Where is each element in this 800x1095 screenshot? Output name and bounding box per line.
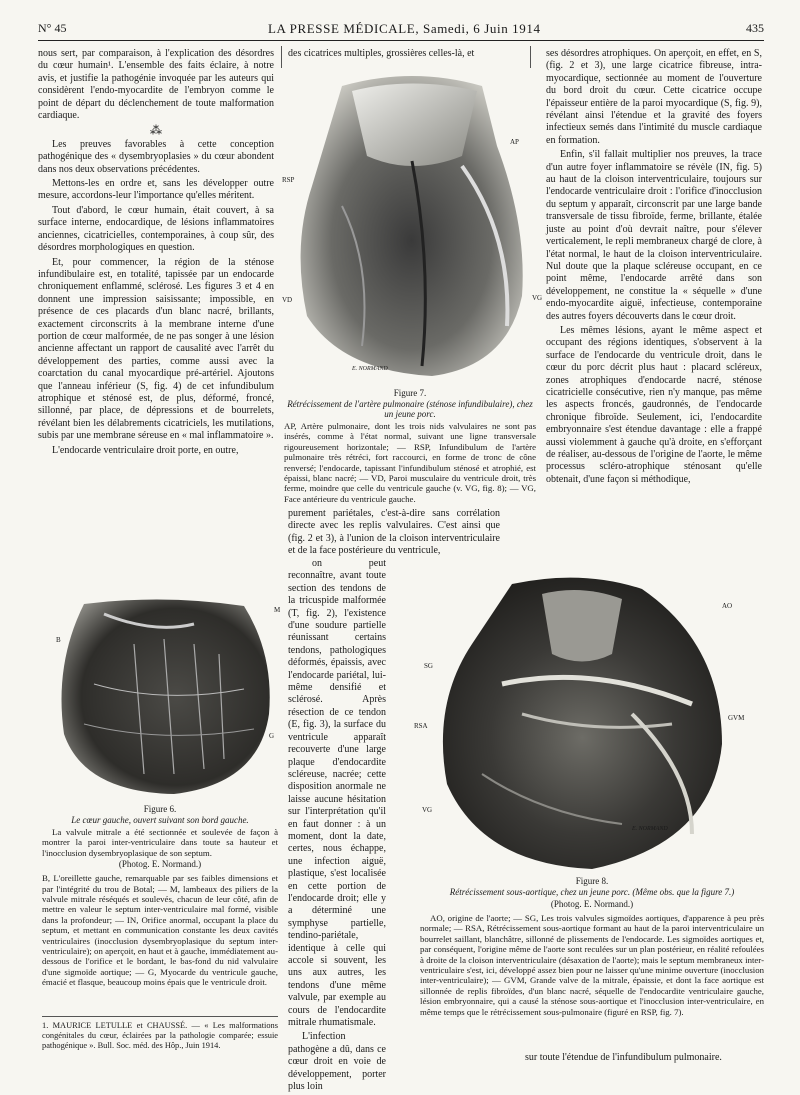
- header-rule: [38, 40, 764, 41]
- column-left: [38, 48, 274, 459]
- paragraph: purement pariétales, c'est-à-dire sans corrélation directe avec les replis valvulaires. C'est ainsi que (fig. 2 et 3), à l'union de la cloison interventriculaire et de la face postérieure du ventricule,: [288, 508, 500, 557]
- figure-8-image: [392, 574, 766, 876]
- figure-7: [282, 66, 544, 380]
- label-ap: AP: [510, 138, 519, 146]
- journal-title: LA PRESSE MÉDICALE, Samedi, 6 Juin 1914: [268, 21, 541, 36]
- figure-subtitle: Le cœur gauche, ouvert suivant son bord gauche.: [71, 815, 249, 825]
- paragraph: nous sert, par comparaison, à l'explication des désordres du cœur humain¹. L'ensemble des faits éclaire, à notre avis, et justifie la pathogénie invoquée par les auteurs qui considèrent l'endo-myocardite de l'embryon comme le point de départ du déclenchement de toute malformation cardiaque.: [38, 48, 274, 122]
- artist-signature: E. NORMAND: [352, 366, 388, 372]
- paragraph: Les mêmes lésions, ayant le même aspect et occupant des régions identiques, s'observent à la surface de l'endocarde du ventricule droit, dans le cœur du porc décrit plus haut : placard scléreux, zones atrophiques d'endocarde nacré, sténose cicatricielle consécutive, rien n'y manque, pas même les aspects froncés, gaudronnés, de l'endocarde chronique fibroïde. Seulement, ici, l'endocardite embryonnaire s'est étendue davantage : elle a frappé aussi violemment à gauche qu'à droite, en s'efforçant de réaliser, au-dessous de l'origine de l'aorte, le même processus scléro-atrophique sténosant qu'elle obtenait, d'une façon si méthodique,: [546, 324, 762, 485]
- paragraph: Et, pour commencer, la région de la sténose infundibulaire est, en totalité, tapissée par un endocarde chroniquement enflammé, sclérosé. Les figures 3 et 4 en donnent une impression saisissante; impossible, en présence de ces placards d'un blanc nacré, brillants, exactement circonscrits à la membrane interne d'une portion de cœur malformée, de ne pas songer à une lésion ancienne affectant un rapport de causalité avec l'arrêt du développement des parties, comme aussi avec la coarctation du canal myocardique pré-artériel. Ajoutons que l'anneau inférieur (S, fig. 4) de cet infundibulum atrophique et sténosé est, de plus, déformé, froncé, sillonné, par place, de dépressions et de bourrelets, révélant bien les délabrements cicatriciels, les mutilations, subis par une membrane séreuse en « mal inflammatoire ».: [38, 256, 274, 442]
- figure-8-caption: [420, 876, 764, 1017]
- label-g: G: [269, 732, 275, 740]
- figure-6-caption: [42, 804, 278, 988]
- section-separator: ⁂: [150, 123, 162, 138]
- paragraph: L'endocarde ventriculaire droit porte, en outre,: [52, 444, 239, 456]
- column-right-tail: [525, 1052, 765, 1066]
- label-vg: VG: [422, 806, 433, 814]
- footnote: [42, 1016, 278, 1051]
- label-rsp: RSP: [282, 176, 295, 184]
- column-middle: [288, 508, 500, 560]
- photo-credit: (Photog. E. Normand.): [118, 859, 202, 870]
- label-gvm: GVM: [728, 714, 745, 722]
- column-rule: [281, 46, 282, 68]
- page-header: [38, 18, 764, 40]
- paragraph: des cicatrices multiples, grossières celles-là, et: [288, 48, 475, 59]
- artist-signature: E. NORMAND: [632, 826, 668, 832]
- page-number-left: N° 45: [38, 21, 67, 35]
- footnote-text: 1. MAURICE LETULLE et CHAUSSÉ. — « Les malformations congénitales du cœur, éclairées par la pathologie comparée; essuie pathogénique ». Bull. Soc. méd. des Hôp., Juin 1914.: [42, 1021, 278, 1050]
- figure-title: Figure 8.: [575, 876, 609, 886]
- figure-6-image: [44, 594, 284, 800]
- paragraph: Mettons-les en ordre et, sans les développer outre mesure, accordons-leur l'importance qu'elles méritent.: [38, 178, 274, 202]
- label-sg: SG: [424, 662, 433, 670]
- paragraph: Les preuves favorables à cette conception pathogénique des « dysembryoplasies » du cœur abondent dans nos deux observations précédentes.: [38, 138, 274, 175]
- figure-title: Figure 6.: [143, 804, 177, 814]
- figure-7-image: [282, 66, 544, 380]
- column-middle-narrow: [288, 558, 386, 1095]
- figure-subtitle: Rétrécissement de l'artère pulmonaire (sténose infundibulaire), chez un jeune porc.: [287, 399, 533, 419]
- figure-8: [392, 574, 766, 876]
- paragraph: on peut reconnaître, avant toute section des tendons de la tricuspide malformée (T, fig. 2), l'existence d'une soudure partielle réunissant certains tendons, pathologiques déformés, épaissis, avec l'endocarde pariétal, lui-même densifié et sclérosé. Après résection de ce tendon (E, fig. 3), la surface du ventricule apparaît recouverte d'une large plaque d'endocardite scléreuse, nacrée; cette disposition anormale ne laisse aucune hésitation sur l'interprétation qu'il en faut donner : à un moment, dont la date, certes, nous échappe, une infection aiguë, plastique, s'est localisée en cette portion de l'endocarde droit; elle y a déterminé une symphyse partielle, tendino-pariétale, identique à celle qui accole si souvent, les uns aux autres, les tendons d'une même valvule, par exemple au cours de l'endocardite mitrale rhumatismale.: [288, 558, 386, 1029]
- photo-credit: (Photog. E. Normand.): [550, 899, 634, 909]
- label-vg: VG: [532, 294, 543, 302]
- column-right: [546, 48, 762, 488]
- label-ao: AO: [722, 602, 733, 610]
- label-rsa: RSA: [414, 722, 428, 730]
- label-vd: VD: [282, 296, 293, 304]
- figure-caption-text: B, L'oreillette gauche, remarquable par ses faibles dimensions et par l'intégrité du trou de Botal; — M, lambeaux des piliers de la valvule mitrale réséqués et soulevés, chacun de leur côté, afin de mettre en valeur le septum inter-ventriculaire mal formé, visible dans la profondeur; — IN, Orifice anormal, occupant la place du septum, et mettant en communication constante les deux cavités ventriculaires (inocclusion dysembryoplasique du septum inter-ventriculaire); on aperçoit, en haut et à gauche, immédiatement au-dessous de l'orifice et le bordant, le bas-fond du nid valvulaire d'une sigmoïde aortique; — G, Myocarde du ventricule gauche, émacié et flasque, beaucoup moins épais que le ventricule droit.: [42, 873, 278, 988]
- figure-subtitle: Rétrécissement sous-aortique, chez un jeune porc. (Même obs. que la figure 7.): [449, 887, 735, 897]
- paragraph: sur toute l'étendue de l'infundibulum pulmonaire.: [525, 1052, 722, 1063]
- figure-title: Figure 7.: [393, 388, 427, 398]
- figure-6: [44, 594, 284, 800]
- page-number-right: 435: [746, 21, 764, 35]
- column-rule: [530, 46, 531, 68]
- figure-7-caption: [284, 388, 536, 504]
- label-m: M: [274, 606, 281, 614]
- column-middle-top: [288, 48, 528, 62]
- paragraph: Enfin, s'il fallait multiplier nos preuves, la trace d'un autre foyer inflammatoire se révèle (IN, fig. 5) au haut de la cloison interventriculaire, toujours sur l'endocarde ventriculaire droit : l'orifice d'inocclusion du septum y apparaît, circonscrit par une large bande transversale de tissu fibroïde, ferme, brillante, étalée juste au point d'où devrait naître, pour s'élever verticalement, le repli membraneux chargé de clore, à l'état normal, le haut de la cloison interventriculaire. Nul doute que la plaque scléreuse occupant, en ce point même, l'endocarde arrêté dans son développement, ne constitue la « séquelle » d'une endo-myocardite aiguë, infectieuse, contemporaine des autres foyers découverts dans le cœur droit.: [546, 149, 762, 322]
- figure-caption-text: AP, Artère pulmonaire, dont les trois nids valvulaires ne sont pas insérés, comme à l'état normal, suivant une ligne transversale rigoureusement horizontale; — RSP, Infundibulum de l'artère pulmonaire très rétréci, fort raccourci, en forme de tronc de cône renversé; l'endocarde, tapissant l'infundibulum sténosé et atrophié, est épaissi, blanc nacré; — VD, Paroi musculaire du ventricule droit, très ferme, moindre que celle du ventricule gauche (v. VG, fig. 8); — VG, Face antérieure du ventricule gauche.: [284, 421, 536, 504]
- paragraph: Tout d'abord, le cœur humain, était couvert, à sa surface interne, endocardique, de lésions inflammatoires anciennes, cicatricielles, contemporaines, à coup sûr, des désordres morphologiques en question.: [38, 204, 274, 254]
- paragraph: L'infection pathogène a dû, dans ce cœur droit en voie de développement, porter plus loin: [288, 1031, 386, 1093]
- label-b: B: [56, 636, 61, 644]
- paragraph: ses désordres atrophiques. On aperçoit, en effet, en S, (fig. 2 et 3), une large cicatrice fibreuse, intra-myocardique, sectionnée au moment de l'ouverture du bord droit du cœur. Cette cicatrice occupe l'épaisseur entière de la paroi myocardique (S, fig. 9), révélant ainsi l'étendue et la gravité des foyers infectieux semés dans l'intimité du muscle cardiaque en formation.: [546, 48, 762, 146]
- figure-caption-text: AO, origine de l'aorte; — SG, Les trois valvules sigmoïdes aortiques, d'apparence à peu près normale; — RSA, Rétrécissement sous-aortique formant au haut de la paroi interventriculaire un bourrelet saillant, blanchâtre, sillonné de plissements de l'endocarde. Les sigmoïdes aortiques et, par conséquent, l'origine même de l'aorte sont reculées sur un plan postérieur, en réalité refoulées à droite de la cloison interventriculaire (désaxation de l'aorte); mais le septum membraneux inter-ventriculaire s'est, ici, développé assez bien pour ne laisser qu'une minime ouverture (inocclusion inter-ventriculaire); — GVM, Grande valve de la mitrale, épaissie, et dont la face aortique est sillonnée de replis fibroïdes, d'un blanc nacré, séquelle de l'endocardite ventriculaire gauche, lésion embryonnaire, qui a causé la sténose sous-aortique et l'inocclusion inter-ventriculaire, en même temps que le rétrécissement sous-pulmonaire (figuré en RSP, fig. 7).: [420, 913, 764, 1017]
- figure-caption-main: La valvule mitrale a été sectionnée et soulevée de façon à montrer la paroi inter-ventriculaire dans toute sa hauteur et l'inocclusion dysembryoplasique de son septum.: [42, 827, 278, 858]
